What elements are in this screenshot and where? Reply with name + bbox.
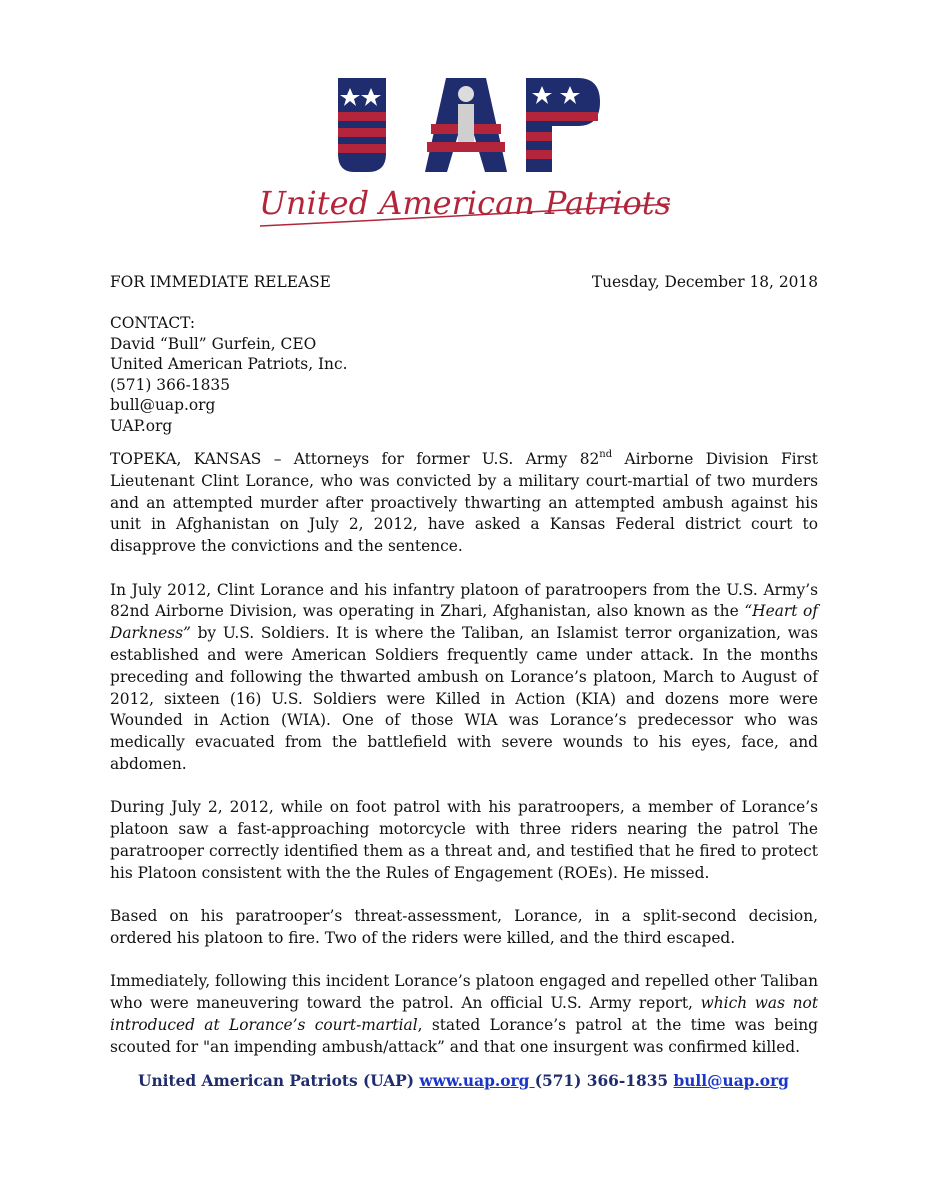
paragraph-5-emphasis: which was not introduced at Lorance’s court-martial [110,994,819,1034]
contact-phone: (571) 366-1835 [110,375,231,394]
paragraph-4: Based on his paratrooper’s threat-assessment, Lorance, in a split-second decision, ordered his platoon to fire. Two of the riders were killed, and the third escaped. [110,907,818,947]
contact-block [110,313,610,436]
release-row [110,273,818,295]
paragraph-2-part-b: by U.S. Soldiers. It is where the Taliban, an Islamist terror organization, was established and were American Soldiers frequently came under attack. In the months preceding and following the thwarted ambush on Lorance’s platoon, March to August of 2012, sixteen (16) U.S. Soldiers were Killed in Action (KIA) and dozens more were Wounded in Action (WIA). One of those WIA was Lorance’s predecessor who was medically evacuated from the battlefield with severe wounds to his eyes, face, and abdomen. [110,624,818,773]
footer-phone: (571) 366-1835 [534,1072,674,1090]
paragraph-5 [110,971,818,1058]
paragraph-2-part-a: In July 2012, Clint Lorance and his infantry platoon of paratroopers from the U.S. Army’s 82nd Airborne Division, was operating in Zhari, Afghanistan, also known as the [110,580,818,621]
paragraph-1 [110,449,818,558]
release-date: Tuesday, December 18, 2018 [591,273,818,291]
paragraph-5-part-a: Immediately, following this incident Lorance’s platoon engaged and repelled other Taliban who were maneuvering toward the patrol. An official U.S. Army report, [110,972,818,1013]
paragraph-1-ordinal: nd [599,448,613,460]
contact-name: David “Bull” Gurfein, CEO [110,334,317,353]
logo-letters [338,78,600,172]
paragraph-1-part-b: Airborne Division First Lieutenant Clint Lorance, who was convicted by a military court-martial of two murders and an attempted murder after proactively thwarting an attempted ambush against his unit in Afghanistan on July 2, 2012, have asked a Kansas Federal district court to disapprove the convictions and the sentence. [110,450,818,556]
footer [0,1072,927,1090]
press-release-body [110,449,818,1080]
paragraph-3: During July 2, 2012, while on foot patrol with his paratroopers, a member of Lorance’s platoon saw a fast-approaching motorcycle with three riders nearing the patrol The paratrooper correctly identified them as a threat and, and testified that he fired to protect his Platoon consistent with the the Rules of Engagement (ROEs). He missed. [110,798,818,882]
footer-email-link[interactable]: bull@uap.org [673,1072,789,1090]
release-label: FOR IMMEDIATE RELEASE [110,273,331,291]
uap-logo [240,66,690,238]
contact-heading: CONTACT: [110,314,196,332]
paragraph-1-part-a: TOPEKA, KANSAS – Attorneys for former U.S. Army 82 [110,450,600,468]
logo-script-name: United American Patriots [258,184,672,222]
paragraph-2-emphasis: “Heart of Darkness” [110,602,818,643]
footer-org: United American Patriots (UAP) [138,1072,420,1090]
contact-site: UAP.org [110,416,173,435]
paragraph-5-part-b: , stated Lorance’s patrol at the time was being scouted for "an impending ambush/attack” and that one insurgent was confirmed killed. [110,1015,818,1056]
footer-website-link[interactable]: www.uap.org [419,1072,535,1090]
contact-email: bull@uap.org [110,396,216,414]
paragraph-2 [110,580,818,776]
contact-org: United American Patriots, Inc. [110,355,348,373]
